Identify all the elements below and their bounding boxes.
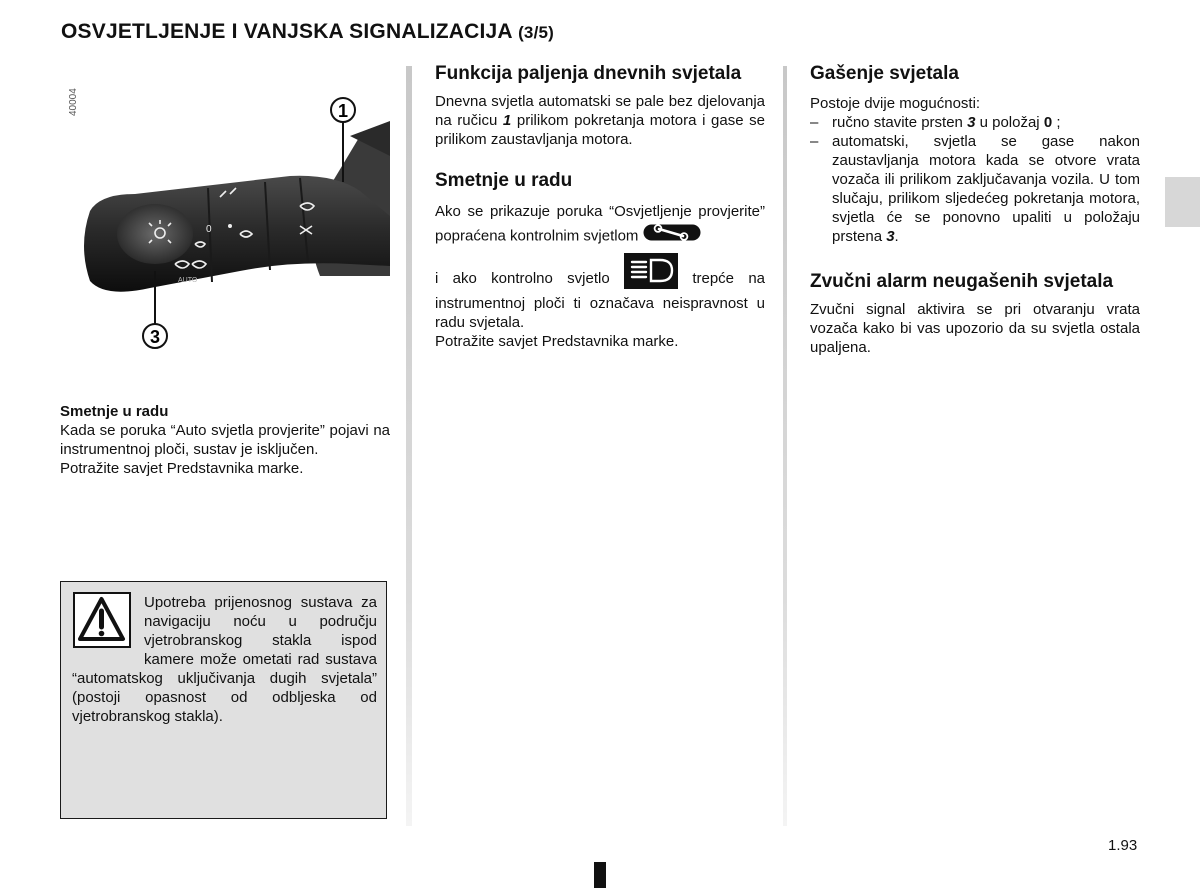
warning-text: Upotreba prijenosnog sustava za navigaciju noću u području vjetrobranskog stakla ispod kamere može ometati rad sustava “automatskog uključivanja dugih svjetala” (postoji opasnost od odbljeska od vjetrobranskog stakla). (72, 594, 377, 725)
warning-text-block (72, 593, 377, 726)
light-stalk-illustration (60, 66, 390, 356)
wrench-warning-icon (643, 224, 701, 249)
malfunctions-text-3: Potražite savjet Predstavnika marke. (435, 333, 679, 350)
malfunctions-heading: Smetnje u radu (435, 170, 573, 191)
malfunctions-text-1: Ako se prikazuje poruka “Osvjetljenje provjerite” popraćena kontrolnim svjetlom (435, 200, 765, 249)
callout-1-label: 1 (337, 101, 349, 121)
lights-off-heading: Gašenje svjetala (810, 63, 959, 84)
warning-box (60, 581, 387, 819)
page-part-indicator: (3/5) (518, 23, 555, 42)
lights-off-intro: Postoje dvije mogućnosti: (810, 95, 981, 112)
ring-zero-label: 0 (206, 224, 212, 235)
daytime-lights-heading: Funkcija paljenja dnevnih svjetala (435, 63, 742, 84)
figure-code: 40004 (68, 88, 79, 116)
page-title: OSVJETLJENJE I VANJSKA SIGNALIZACIJA (3/5) (61, 20, 555, 43)
column-divider-left (406, 66, 412, 826)
list-item: – automatski, svjetla se gase nakon zaustavljanja motora kada se otvore vrata vozača ili prilikom zaključavanja vozila. U tom slučaju, prilikom sljedećeg pokretanja motora, svjetla će se ponovno upaliti u položaju prstena 3. (810, 132, 1140, 246)
lights-alarm-heading: Zvučni alarm neugašenih svjetala (810, 271, 1114, 292)
malfunctions-text-2: i ako kontrolno svjetlo trepće na instrumentnoj ploči ti označava neispravnost u radu svjetala. (435, 253, 765, 332)
section-thumb-tab (1165, 177, 1200, 227)
daytime-lights-text: Dnevna svjetla automatski se pale bez djelovanja na ručicu 1 prilikom pokretanja motora i gase se prilikom zaustavljanja motora. (435, 93, 765, 148)
left-heading: Smetnje u radu (60, 403, 169, 420)
stalk-1-ref: 1 (502, 112, 512, 129)
auto-label: AUTO (178, 277, 198, 284)
right-column (810, 62, 1140, 357)
column-divider-right (783, 66, 787, 826)
lights-alarm-text: Zvučni signal aktivira se pri otvaranju vrata vozača kako bi vas upozorio da su svjetla ostala upaljena. (810, 301, 1140, 356)
auto-headlight-icon (624, 253, 678, 294)
stalk-figure (60, 66, 390, 356)
left-column-text (60, 402, 390, 478)
callout-3-label: 3 (149, 327, 161, 347)
middle-column (435, 62, 765, 351)
page-number: 1.93 (1108, 837, 1138, 854)
left-para-1: Kada se poruka “Auto svjetla provjerite” pojavi na instrumentnoj ploči, sustav je isključen. (60, 422, 390, 458)
left-para-2: Potražite savjet Predstavnika marke. (60, 460, 304, 477)
page-edge-marker (594, 862, 606, 888)
lights-off-options-list (810, 113, 1140, 246)
list-item: – ručno stavite prsten 3 u položaj 0 ; (810, 113, 1140, 132)
